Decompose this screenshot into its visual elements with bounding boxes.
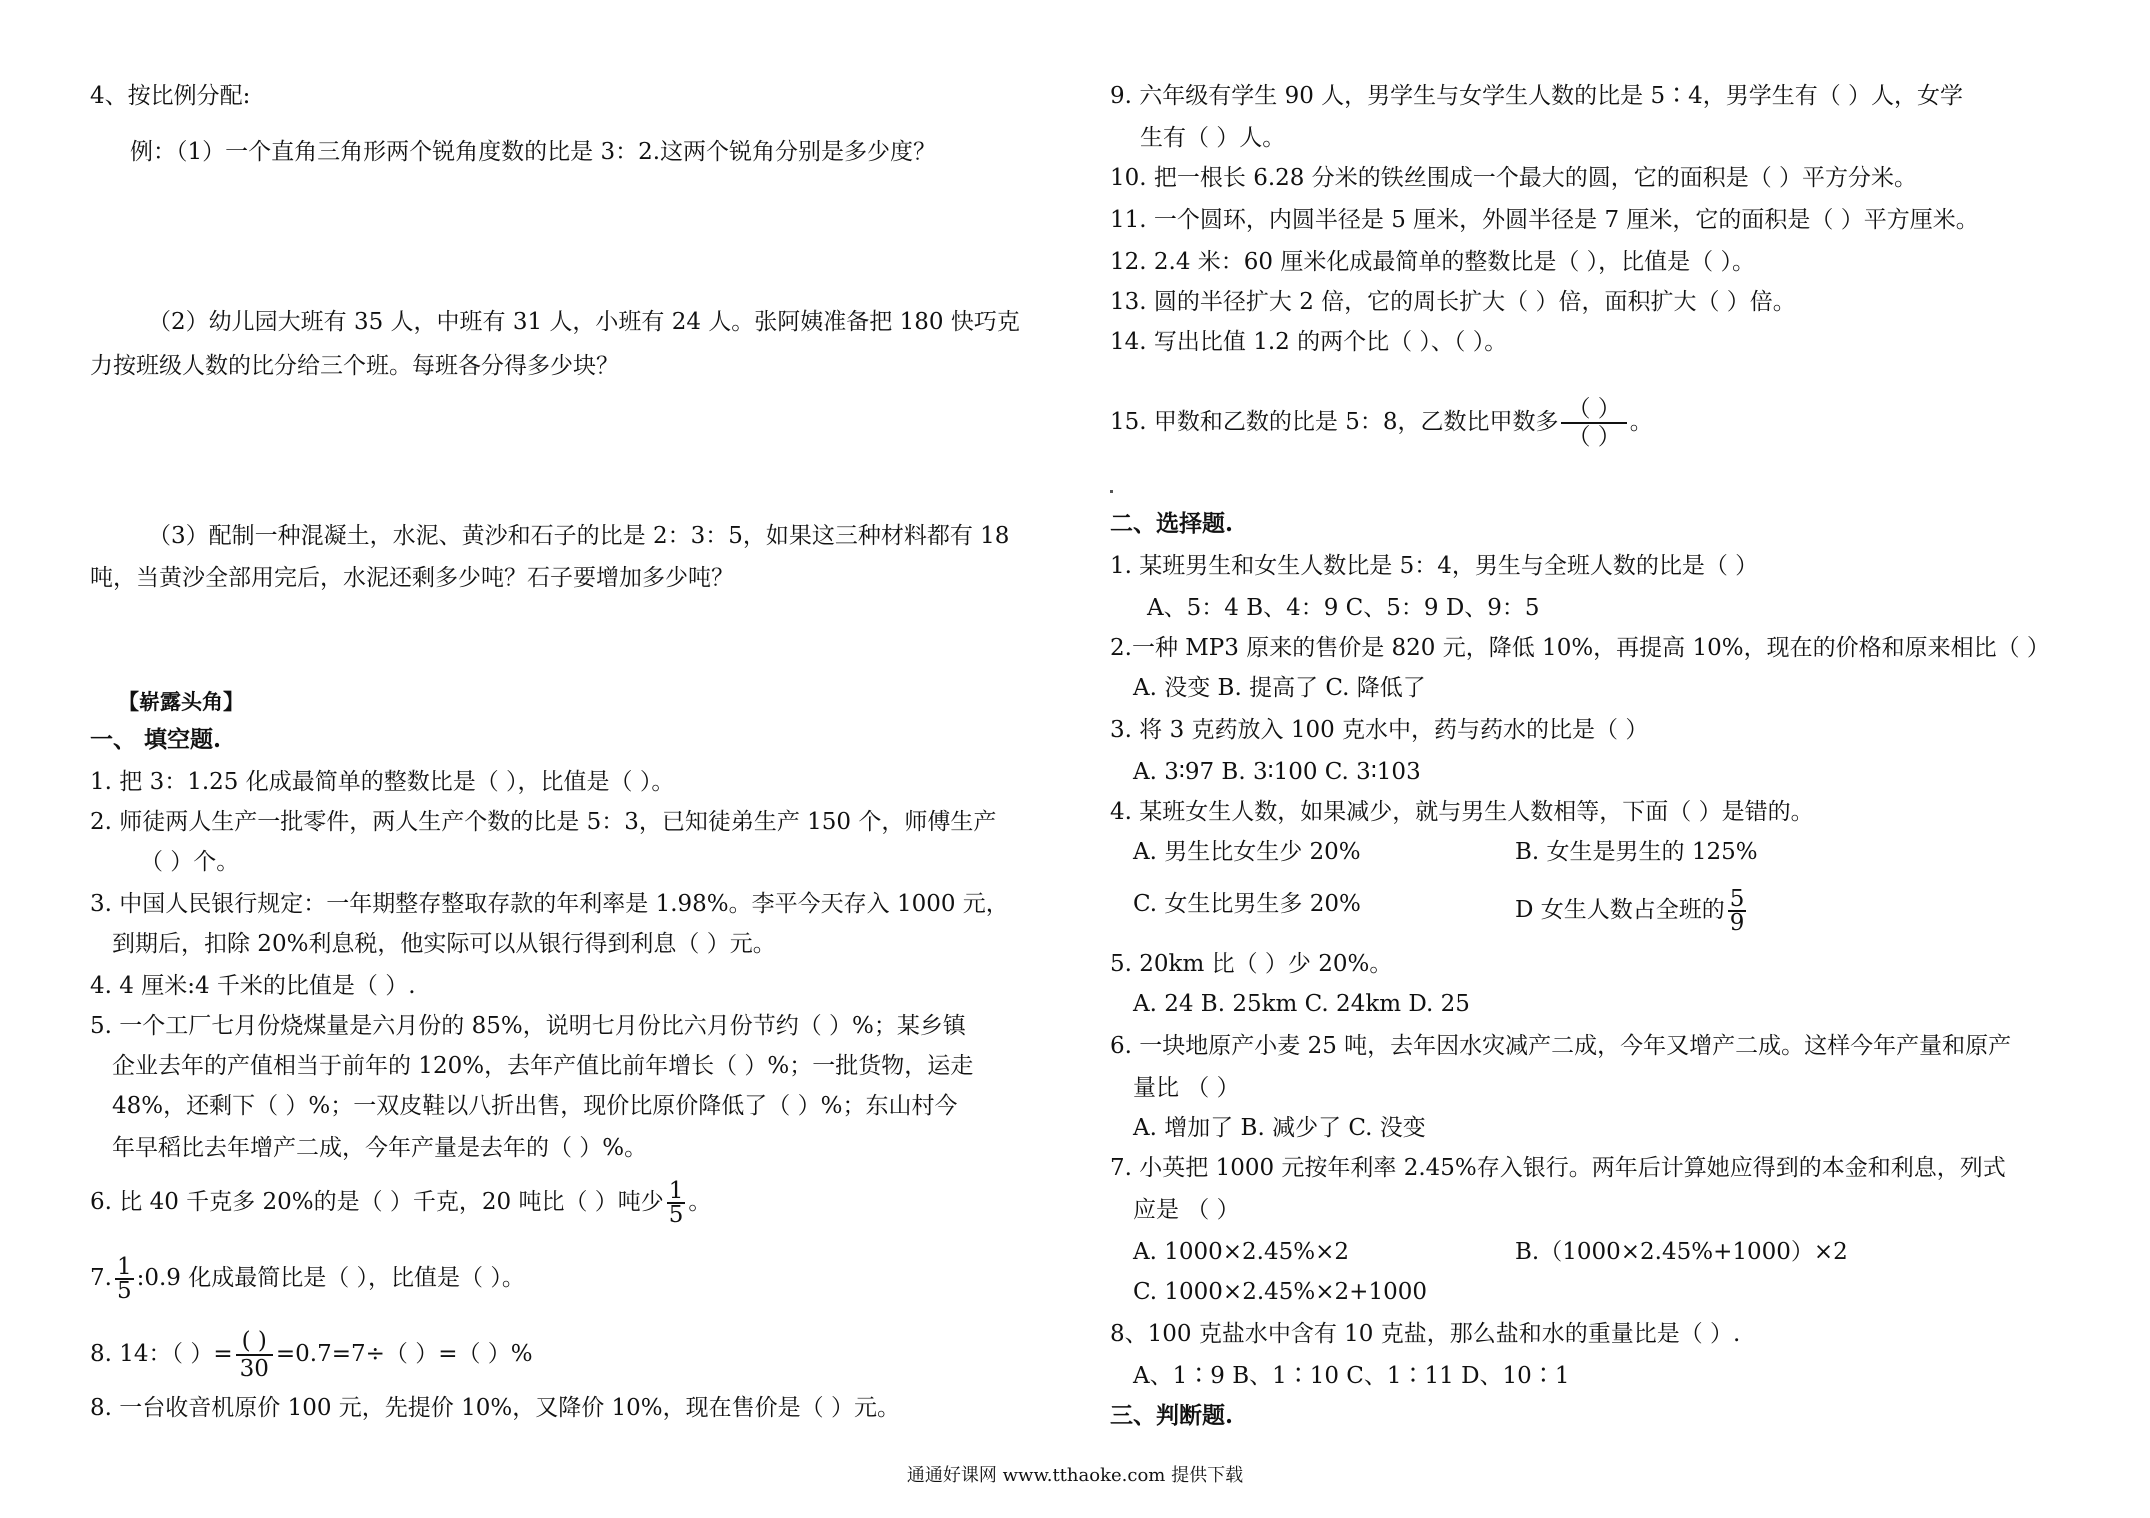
- example-3-line-1: （3）配制一种混凝土，水泥、黄沙和石子的比是 2：3：5，如果这三种材料都有 18: [148, 523, 1010, 549]
- choice-q2: 2.一种 MP3 原来的售价是 820 元，降低 10%，再提高 10%，现在的价格和原来相比（ ）: [1110, 635, 2050, 661]
- fraction-five-ninths: [1728, 888, 1747, 934]
- q4-title: 4、按比例分配:: [90, 83, 251, 109]
- fraction-numerator: 1: [116, 1254, 132, 1280]
- stray-dot: [1110, 490, 1113, 493]
- fill-q10: 10. 把一根长 6.28 分米的铁丝围成一个最大的圆，它的面积是（ ）平方分米。: [1110, 165, 1918, 191]
- choice-q4-option-b: B. 女生是男生的 125%: [1515, 839, 1758, 865]
- fraction-numerator: 5: [1729, 886, 1745, 912]
- fill-q9-right-line-2: 生有（ ）人。: [1140, 125, 1286, 151]
- fraction-one-fifth: [667, 1180, 686, 1226]
- fill-q2-line-1: 2. 师徒两人生产一批零件，两人生产个数的比是 5：3，已知徒弟生产 150 个，师傅生产: [90, 809, 997, 835]
- fill-q2-line-2: （ ）个。: [140, 849, 240, 875]
- fill-q6-text-a: 6. 比 40 千克多 20%的是（ ）千克，20 吨比（ ）吨少: [90, 1189, 664, 1215]
- choice-q7-option-b: B.（1000×2.45%+1000）×2: [1515, 1239, 1848, 1265]
- choice-q4: 4. 某班女生人数，如果减少，就与男生人数相等，下面（ ）是错的。: [1110, 799, 1814, 825]
- fill-q8-text-a: 8. 14：（ ）=: [90, 1341, 233, 1367]
- fill-q15-text-a: 15. 甲数和乙数的比是 5：8，乙数比甲数多: [1110, 409, 1559, 435]
- fill-q4: 4. 4 厘米:4 千米的比值是（ ）.: [90, 973, 416, 999]
- example-2-line-1: （2）幼儿园大班有 35 人，中班有 31 人，小班有 24 人。张阿姨准备把 180 快巧克: [148, 309, 1020, 335]
- choice-q6-options: A. 增加了 B. 减少了 C. 没变: [1133, 1115, 1426, 1141]
- fill-q11: 11. 一个圆环，内圆半径是 5 厘米，外圆半径是 7 厘米，它的面积是（ ）平方厘米。: [1110, 207, 1979, 233]
- fill-q15-text-b: 。: [1629, 409, 1653, 435]
- fill-q8-text-b: =0.7=7÷（ ）=（ ）%: [275, 1341, 533, 1367]
- choice-q4-option-c: C. 女生比男生多 20%: [1133, 891, 1361, 917]
- fraction-denominator: 30: [239, 1356, 269, 1382]
- choice-q6-line-1: 6. 一块地原产小麦 25 吨，去年因水灾减产二成，今年又增产二成。这样今年产量和原产: [1110, 1033, 2012, 1059]
- choice-q4-option-a: A. 男生比女生少 20%: [1133, 839, 1361, 865]
- choice-q5-options: A. 24 B. 25km C. 24km D. 25: [1133, 991, 1470, 1017]
- fill-q5-line-1: 5. 一个工厂七月份烧煤量是六月份的 85%，说明七月份比六月份节约（ ）%；某乡镇: [90, 1013, 966, 1039]
- example-1: 例：（1）一个直角三角形两个锐角度数的比是 3：2.这两个锐角分别是多少度？: [130, 139, 937, 165]
- choice-q7-option-c: C. 1000×2.45%×2+1000: [1133, 1279, 1427, 1305]
- choice-q5: 5. 20km 比（ ）少 20%。: [1110, 951, 1393, 977]
- fill-q9-right-line-1: 9. 六年级有学生 90 人，男学生与女学生人数的比是 5∶4，男学生有（ ）人，女学: [1110, 83, 1964, 109]
- fill-q7: [90, 1256, 525, 1302]
- section-tag: 【崭露头角】: [118, 689, 244, 714]
- choice-q4-option-d-text: D 女生人数占全班的: [1515, 897, 1725, 923]
- choice-q3: 3. 将 3 克药放入 100 克水中，药与药水的比是（ ）: [1110, 717, 1649, 743]
- fraction-denominator: 9: [1729, 910, 1745, 936]
- fill-q14: 14. 写出比值 1.2 的两个比（ ）、（ ）。: [1110, 329, 1508, 355]
- footer-credit: 通通好课网 www.tthaoke.com 提供下载: [906, 1465, 1244, 1486]
- fraction-one-fifth: [115, 1256, 134, 1302]
- fill-q1: 1. 把 3：1.25 化成最简单的整数比是（ ），比值是（ ）。: [90, 769, 675, 795]
- section-3-heading: 三、判断题.: [1110, 1402, 1234, 1429]
- fill-q3-line-1: 3. 中国人民银行规定：一年期整存整取存款的年利率是 1.98%。李平今天存入 1000 元，: [90, 891, 1009, 917]
- fraction-blank-over-30: [236, 1328, 273, 1382]
- choice-q2-options: A. 没变 B. 提高了 C. 降低了: [1133, 675, 1426, 701]
- fill-q6-text-b: 。: [688, 1189, 712, 1215]
- fill-q12: 12. 2.4 米：60 厘米化成最简单的整数比是（ ），比值是（ ）。: [1110, 249, 1755, 275]
- fill-q9: 8. 一台收音机原价 100 元，先提价 10%，又降价 10%，现在售价是（ ）元。: [90, 1395, 900, 1421]
- choice-q8: 8、100 克盐水中含有 10 克盐，那么盐和水的重量比是（ ）.: [1110, 1321, 1741, 1347]
- choice-q7-line-1: 7. 小英把 1000 元按年利率 2.45%存入银行。两年后计算她应得到的本金和利息，列式: [1110, 1155, 2006, 1181]
- choice-q7-option-a: A. 1000×2.45%×2: [1133, 1239, 1350, 1265]
- fill-q15: [1110, 396, 1653, 450]
- example-2-line-2: 力按班级人数的比分给三个班。每班各分得多少块？: [90, 353, 619, 379]
- fill-q13: 13. 圆的半径扩大 2 倍，它的周长扩大（ ）倍，面积扩大（ ）倍。: [1110, 289, 1796, 315]
- fraction-numerator: （ ）: [1561, 396, 1626, 424]
- fill-q7-text-b: :0.9 化成最简比是（ ），比值是（ ）。: [136, 1265, 525, 1291]
- fraction-denominator: （ ）: [1567, 424, 1621, 450]
- fill-q5-line-4: 年早稻比去年增产二成，今年产量是去年的（ ）%。: [112, 1135, 648, 1161]
- fill-q6: [90, 1180, 711, 1226]
- fill-q5-line-2: 企业去年的产值相当于前年的 120%，去年产值比前年增长（ ）%；一批货物，运走: [112, 1053, 974, 1079]
- fraction-denominator: 5: [116, 1278, 132, 1304]
- fill-q5-line-3: 48%，还剩下（ ）%；一双皮鞋以八折出售，现价比原价降低了（ ）%；东山村今: [112, 1093, 958, 1119]
- section-1-heading: 一、 填空题.: [90, 726, 222, 753]
- section-2-heading: 二、选择题.: [1110, 510, 1234, 537]
- fraction-denominator: 5: [668, 1202, 684, 1228]
- choice-q8-options: A、1∶9 B、1∶10 C、1∶11 D、10∶1: [1133, 1363, 1570, 1389]
- fraction-blank-over-blank: [1561, 396, 1626, 450]
- fraction-numerator: ( ): [236, 1328, 273, 1356]
- choice-q1-options: A、5：4 B、4：9 C、5：9 D、9：5: [1147, 595, 1540, 621]
- choice-q4-option-d: [1515, 888, 1749, 934]
- choice-q6-line-2: 量比 （ ）: [1133, 1075, 1240, 1101]
- fill-q7-text-a: 7.: [90, 1265, 112, 1291]
- example-3-line-2: 吨，当黄沙全部用完后，水泥还剩多少吨？石子要增加多少吨？: [90, 565, 734, 591]
- choice-q1: 1. 某班男生和女生人数比是 5：4，男生与全班人数的比是（ ）: [1110, 553, 1759, 579]
- fill-q8: [90, 1328, 533, 1382]
- choice-q7-line-2: 应是 （ ）: [1133, 1197, 1240, 1223]
- fraction-numerator: 1: [668, 1178, 684, 1204]
- choice-q3-options: A. 3∶97 B. 3∶100 C. 3∶103: [1133, 759, 1421, 785]
- fill-q3-line-2: 到期后，扣除 20%利息税，他实际可以从银行得到利息（ ）元。: [112, 931, 776, 957]
